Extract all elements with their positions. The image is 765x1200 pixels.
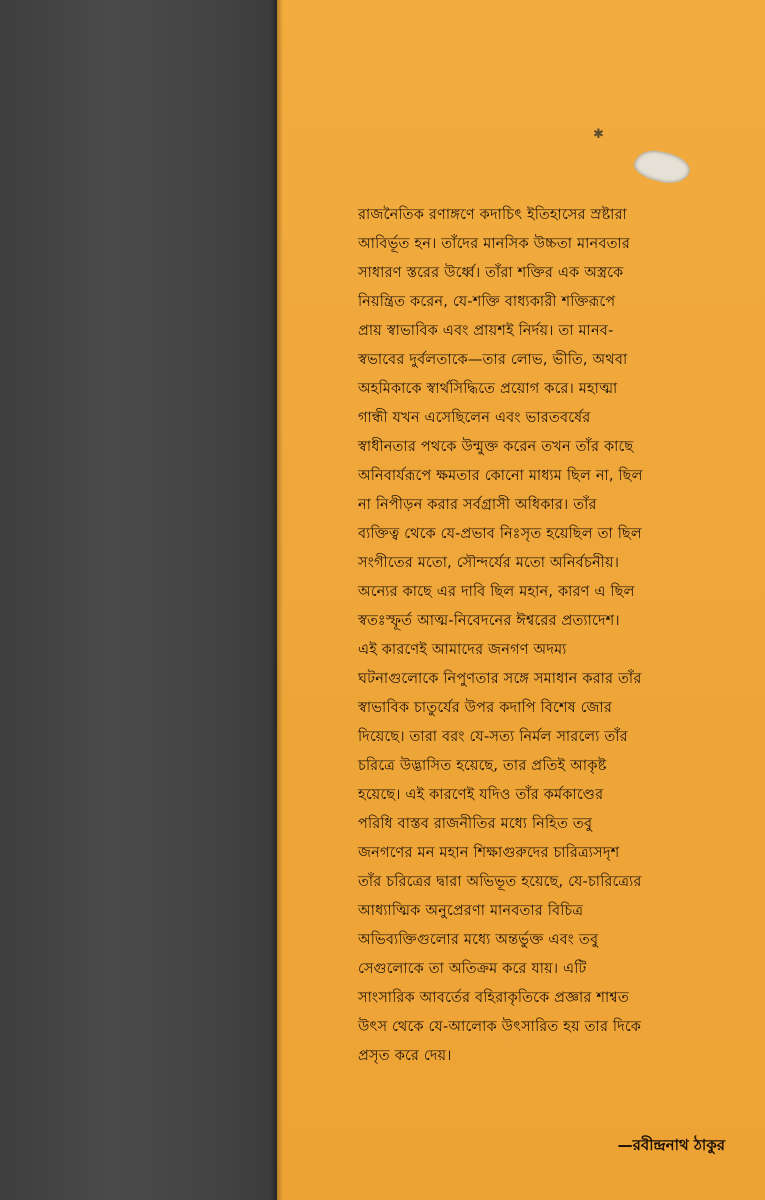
passage-line: উৎস থেকে যে-আলোক উৎসারিত হয় তার দিকে — [358, 1019, 642, 1035]
passage-line: অহমিকাকে স্বার্থসিদ্ধিতে প্রয়োগ করে। মহাত্মা — [358, 381, 618, 397]
passage-line: স্বভাবের দুর্বলতাকে—তার লোভ, ভীতি, অথবা — [358, 352, 628, 368]
passage-line: এই কারণেই আমাদের জনগণ অদম্য — [358, 642, 567, 658]
passage-line: প্রসৃত করে দেয়। — [358, 1048, 452, 1064]
passage-line: গান্ধী যখন এসেছিলেন এবং ভারতবর্ষের — [358, 410, 591, 426]
passage-line: না নিপীড়ন করার সর্বগ্রাসী অধিকার। তাঁর — [358, 497, 597, 513]
passage-line: রাজনৈতিক রণাঙ্গণে কদাচিৎ ইতিহাসের স্রষ্টারা — [358, 207, 627, 223]
passage-line: স্বাভাবিক চাতুর্যের উপর কদাপি বিশেষ জোর — [358, 700, 613, 716]
passage-line: চরিত্রে উদ্ভাসিত হয়েছে, তার প্রতিই আকৃষ্ট — [358, 758, 607, 774]
spine-edge-shadow — [270, 0, 277, 1200]
passage-line: অন্যের কাছে এর দাবি ছিল মহান, কারণ এ ছিল — [358, 584, 635, 600]
passage-line: পরিধি বাস্তব রাজনীতির মধ্যে নিহিত তবু — [358, 816, 593, 832]
quote-attribution: —রবীন্দ্রনাথ ঠাকুর — [617, 1136, 725, 1154]
passage-line: অনিবার্যরূপে ক্ষমতার কোনো মাধ্যম ছিল না, ছিল — [358, 468, 643, 484]
passage-line: স্বতঃস্ফূর্ত আত্ম-নিবেদনের ঈশ্বরের প্রত্যাদেশ। — [358, 613, 620, 629]
passage-line: তাঁর চরিত্রের দ্বারা অভিভূত হয়েছে, যে-চারিত্র্যের — [358, 874, 642, 890]
paper-tear-mark — [632, 147, 692, 186]
passage-line: প্রায় স্বাভাবিক এবং প্রায়শই নির্দয়। তা মানব- — [358, 323, 614, 339]
passage-line: ঘটনাগুলোকে নিপুণতার সঙ্গে সমাধান করার তাঁর — [358, 671, 642, 687]
book-spine — [0, 0, 277, 1200]
passage-line: আবির্ভূত হন। তাঁদের মানসিক উচ্চতা মানবতার — [358, 236, 631, 252]
passage-line: হয়েছে। এই কারণেই যদিও তাঁর কর্মকাণ্ডের — [358, 787, 604, 803]
passage-line: স্বাধীনতার পথকে উন্মুক্ত করেন তখন তাঁর কাছে — [358, 439, 634, 455]
passage-line: দিয়েছে। তারা বরং যে-সত্য নির্মল সারল্যে তাঁর — [358, 729, 628, 745]
quote-passage — [358, 201, 728, 1071]
passage-line: ব্যক্তিত্ব থেকে যে-প্রভাব নিঃসৃত হয়েছিল তা ছিল — [358, 526, 642, 542]
passage-line: সাধারণ স্তরের উর্ধ্বে। তাঁরা শক্তির এক অস্ত্রকে — [358, 265, 624, 281]
passage-line: আধ্যাত্মিক অনুপ্রেরণা মানবতার বিচিত্র — [358, 903, 584, 919]
passage-line: সেগুলোকে তা অতিক্রম করে যায়। এটি — [358, 961, 587, 977]
passage-line: নিয়ন্ত্রিত করেন, যে-শক্তি বাধ্যকারী শক্তিরূপে — [358, 294, 616, 310]
passage-line: অভিব্যক্তিগুলোর মধ্যে অন্তর্ভুক্ত এবং তবু — [358, 932, 599, 948]
back-cover — [277, 0, 765, 1200]
passage-line: জনগণের মন মহান শিক্ষাগুরুদের চারিত্র্যসদৃশ — [358, 845, 620, 861]
passage-line: সাংসারিক আবর্তের বহিরাকৃতিকে প্রজ্ঞার শাশ্বত — [358, 990, 629, 1006]
ink-speck: ✱ — [593, 127, 604, 142]
passage-line: সংগীতের মতো, সৌন্দর্যের মতো অনির্বচনীয়। — [358, 555, 620, 571]
